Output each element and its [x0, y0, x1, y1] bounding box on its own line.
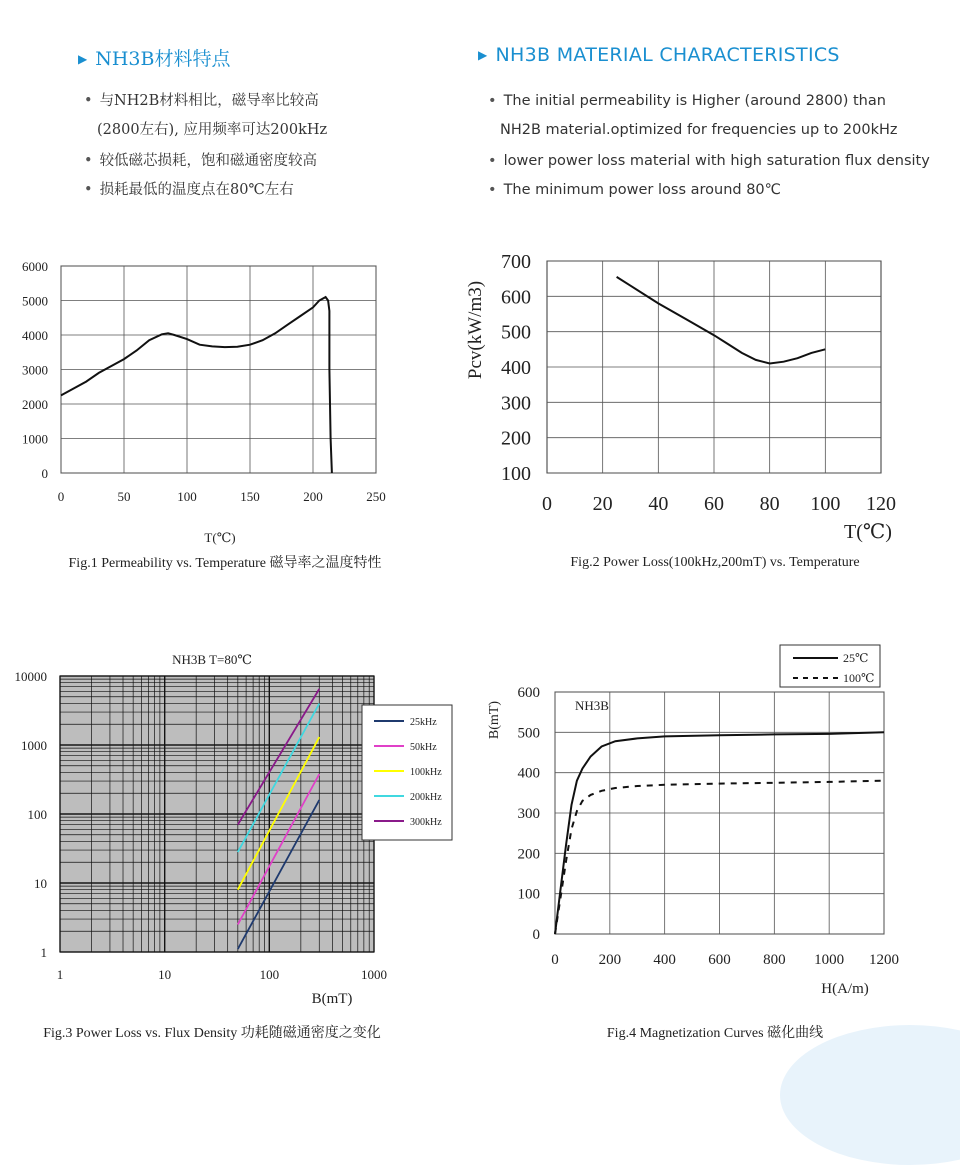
- fig4-caption: Fig.4 Magnetization Curves 磁化曲线: [606, 1026, 824, 1041]
- fig4-legend-label: 100℃: [843, 671, 875, 685]
- fig2-y-tick-label: 300: [501, 392, 531, 415]
- fig1-y-tick-label: 2000: [22, 397, 48, 412]
- fig4-y-tick-label: 100: [517, 886, 540, 903]
- triangle-bullet-icon: ▶: [78, 52, 88, 66]
- section-title-en-text: NH3B MATERIAL CHARACTERISTICS: [495, 44, 840, 66]
- fig1-y-tick-label: 3000: [22, 362, 48, 378]
- bullet-cn-1-cont-text: (2800左右), 应用频率可达200kHz: [97, 122, 328, 138]
- fig3-y-tick-label: 1000: [21, 738, 47, 753]
- fig1-x-tick-label: 50: [117, 489, 131, 504]
- fig1-caption: Fig.1 Permeability vs. Temperature 磁导率之温度特性: [68, 556, 382, 571]
- fig3-legend-label: 100kHz: [410, 767, 442, 778]
- fig2-caption: Fig.2 Power Loss(100kHz,200mT) vs. Temperature: [570, 555, 860, 570]
- fig3-caption: Fig.3 Power Loss vs. Flux Density 功耗随磁通密度之变化: [43, 1026, 381, 1041]
- fig2-x-axis-label: T(℃): [844, 521, 892, 543]
- fig4-x-tick-label: 200: [598, 952, 622, 968]
- fig2-y-tick-label: 600: [501, 286, 531, 309]
- fig2-x-tick-label: 100: [810, 493, 841, 515]
- fig4-x-axis-label: H(A/m): [821, 981, 869, 997]
- fig1-x-tick-label: 0: [57, 489, 65, 504]
- triangle-bullet-icon: ▶: [478, 48, 488, 62]
- fig2-y-axis-label: Pcv(kW/m3): [465, 280, 486, 380]
- fig4-y-tick-label: 0: [532, 927, 540, 943]
- fig4-x-tick-label: 0: [551, 952, 559, 968]
- fig3-x-tick-label: 10: [158, 967, 172, 982]
- fig1-series-line: [61, 297, 332, 473]
- bullet-en-1-cont-text: NH2B material.optimized for frequencies up to 200kHz: [500, 122, 898, 138]
- bullet-en-3-text: The minimum power loss around 80℃: [503, 182, 781, 198]
- bullet-dot-icon: •: [488, 182, 497, 198]
- fig2-y-tick-label: 500: [501, 321, 531, 344]
- fig2-x-tick-label: 20: [592, 493, 613, 515]
- section-title-cn-text: NH3B材料特点: [95, 48, 231, 70]
- fig2-x-tick-label: 40: [648, 493, 669, 515]
- bullet-en-1-text: The initial permeability is Higher (around 2800) than: [503, 93, 886, 109]
- fig2-x-tick-label: 60: [704, 493, 724, 515]
- fig4-x-tick-label: 800: [763, 952, 786, 968]
- fig4-y-tick-label: 600: [517, 685, 540, 701]
- fig4-title: NH3B: [575, 698, 609, 713]
- fig4-y-tick-label: 500: [517, 725, 540, 742]
- fig1-x-tick-label: 100: [177, 489, 197, 504]
- fig3-legend-label: 50kHz: [410, 742, 437, 753]
- fig2-y-tick-label: 200: [501, 427, 531, 450]
- fig4-x-tick-label: 1200: [869, 952, 899, 968]
- bullet-dot-icon: •: [488, 93, 497, 109]
- fig1-x-tick-label: 150: [240, 489, 260, 504]
- fig2-series-line: [617, 277, 826, 364]
- fig4-y-tick-label: 200: [517, 846, 540, 863]
- bullet-dot-icon: •: [488, 153, 497, 169]
- fig3-y-tick-label: 10: [34, 876, 47, 891]
- fig4-x-tick-label: 400: [653, 952, 676, 968]
- bullet-cn-2-text: 较低磁芯损耗，饱和磁通密度较高: [99, 153, 318, 169]
- fig2-y-tick-label: 100: [501, 463, 531, 485]
- fig3-y-tick-label: 100: [27, 807, 47, 822]
- bullet-cn-3-text: 损耗最低的温度点在80℃左右: [99, 182, 294, 198]
- fig3-legend-label: 300kHz: [410, 817, 442, 828]
- fig1-x-tick-label: 200: [303, 489, 323, 504]
- fig3-y-tick-label: 1: [40, 945, 47, 960]
- bullet-en-2-text: lower power loss material with high saturation flux density: [503, 153, 930, 169]
- fig4-y-axis-label: B(mT): [487, 700, 502, 740]
- fig1-y-tick-label: 0: [41, 466, 48, 481]
- fig1-x-axis-label: T(℃): [204, 530, 236, 545]
- bullet-cn-1-text: 与NH2B材料相比，磁导率比较高: [99, 93, 319, 109]
- fig3-legend-label: 25kHz: [410, 717, 437, 728]
- fig4-y-tick-label: 400: [517, 765, 540, 782]
- fig3-legend-label: 200kHz: [410, 792, 442, 803]
- fig1-y-tick-label: 4000: [22, 328, 48, 343]
- fig3-x-axis-label: B(mT): [311, 991, 353, 1007]
- bullet-dot-icon: •: [84, 153, 93, 169]
- fig2-y-tick-label: 700: [501, 251, 531, 273]
- fig3-y-tick-label: 10000: [14, 669, 47, 684]
- fig3-title: NH3B T=80℃: [172, 652, 252, 667]
- bullet-dot-icon: •: [84, 93, 93, 109]
- fig2-y-tick-label: 400: [501, 357, 531, 379]
- bullet-dot-icon: •: [84, 182, 93, 198]
- fig2-x-tick-label: 120: [866, 493, 896, 515]
- fig1-y-tick-label: 5000: [22, 293, 48, 309]
- fig4-x-tick-label: 1000: [814, 952, 845, 968]
- fig4-y-tick-label: 300: [517, 806, 540, 822]
- fig2-x-tick-label: 80: [759, 493, 780, 515]
- fig1-x-tick-label: 250: [366, 489, 386, 504]
- fig1-y-tick-label: 6000: [22, 259, 48, 274]
- fig3-x-tick-label: 1: [56, 967, 64, 982]
- fig4-legend-label: 25℃: [843, 651, 869, 665]
- fig4-x-tick-label: 600: [708, 952, 731, 968]
- fig3-x-tick-label: 100: [259, 967, 280, 982]
- fig1-y-tick-label: 1000: [22, 431, 48, 447]
- fig3-x-tick-label: 1000: [361, 967, 387, 982]
- fig2-x-tick-label: 0: [542, 493, 552, 515]
